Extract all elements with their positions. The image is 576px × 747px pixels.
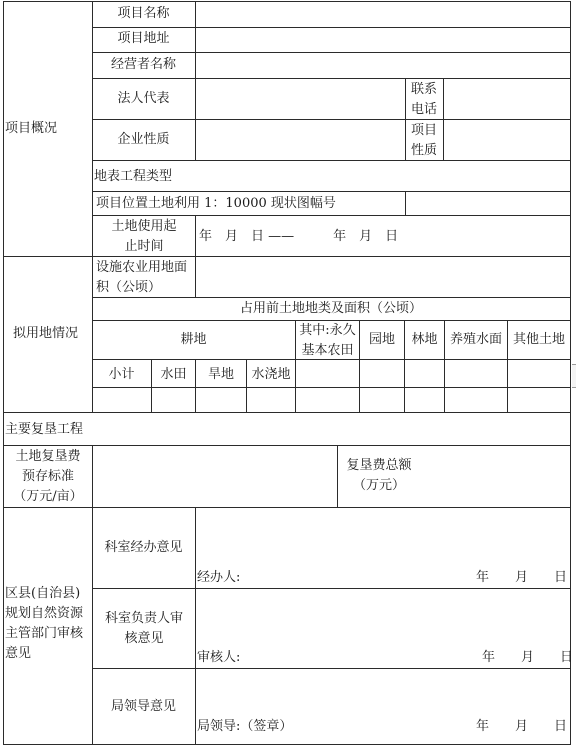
scroll-handle[interactable] [572, 364, 576, 388]
rule [405, 78, 406, 160]
rule [92, 215, 570, 216]
rule [92, 387, 570, 388]
rule [92, 119, 570, 120]
permanent-basic-header: 其中:永久基本农田 [299, 323, 356, 358]
fee-total-label: 复垦费总额（万元） [346, 458, 412, 493]
rule [3, 256, 571, 257]
table-border-right [570, 1, 571, 745]
leader-opinion-label: 局领导意见 [110, 699, 176, 714]
irrigated-header: 水浇地 [251, 367, 291, 382]
reviewer-date: 年 月 日 [482, 650, 574, 665]
surface-type-label: 地表工程类型 [94, 169, 173, 184]
rule [195, 215, 196, 297]
cultivated-header: 耕地 [180, 332, 207, 347]
project-name-label: 项目名称 [117, 6, 170, 21]
forest-header: 林地 [411, 332, 438, 347]
main-project-label: 主要复垦工程 [5, 422, 84, 437]
review-section-label: 区县(自治县)规划自然资源主管部门审核意见 [5, 586, 84, 661]
handler-date: 年 月 日 [476, 570, 568, 585]
approval-form-table [3, 1, 574, 745]
table-border-top [3, 1, 571, 2]
subtotal-header: 小计 [108, 367, 135, 382]
paddy-header: 水田 [160, 367, 187, 382]
dry-land-header: 旱地 [207, 367, 234, 382]
leader-date: 年 月 日 [476, 719, 568, 734]
handler-label: 经办人: [197, 570, 241, 585]
project-address-label: 项目地址 [117, 31, 170, 46]
rule [92, 52, 570, 53]
rule [405, 191, 406, 215]
project-nature-label: 项目性质 [410, 123, 437, 158]
operator-name-label: 经营者名称 [110, 57, 176, 72]
other-land-header: 其他土地 [512, 332, 565, 347]
rule [443, 78, 444, 160]
table-border-left [3, 1, 4, 745]
facility-area-label: 设施农业用地面积（公顷） [96, 260, 188, 295]
map-number-label: 项目位置土地利用 1：10000 现状图幅号 [96, 196, 336, 211]
rule [92, 191, 570, 192]
fee-standard-label: 土地复垦费预存标准（万元/亩） [13, 449, 83, 504]
contact-phone-label: 联系电话 [410, 82, 437, 117]
rule [3, 445, 571, 446]
land-use-section-label: 拟用地情况 [13, 326, 79, 341]
overview-section-label: 项目概况 [5, 121, 58, 136]
rule [3, 412, 571, 413]
head-opinion-label: 科室负责人审核意见 [105, 611, 184, 646]
garden-header: 园地 [368, 332, 395, 347]
rule [92, 160, 570, 161]
usage-period-value: 年 月 日 —— 年 月 日 [199, 229, 399, 244]
leader-label: 局领导:（签章） [197, 719, 293, 734]
enterprise-nature-label: 企业性质 [117, 132, 170, 147]
rule [3, 507, 571, 508]
office-opinion-label: 科室经办意见 [104, 540, 183, 555]
usage-period-label: 土地使用起止时间 [111, 219, 177, 254]
land-class-header: 占用前土地地类及面积（公顷） [239, 301, 422, 316]
rule [92, 668, 570, 669]
table-border-bottom [3, 744, 571, 745]
rule [195, 507, 196, 745]
rule [92, 588, 570, 589]
rule [195, 1, 196, 160]
rule [92, 27, 570, 28]
reviewer-label: 审核人: [197, 650, 241, 665]
rule [337, 445, 338, 507]
legal-rep-label: 法人代表 [117, 91, 170, 106]
rule [92, 78, 570, 79]
aquaculture-header: 养殖水面 [449, 332, 502, 347]
